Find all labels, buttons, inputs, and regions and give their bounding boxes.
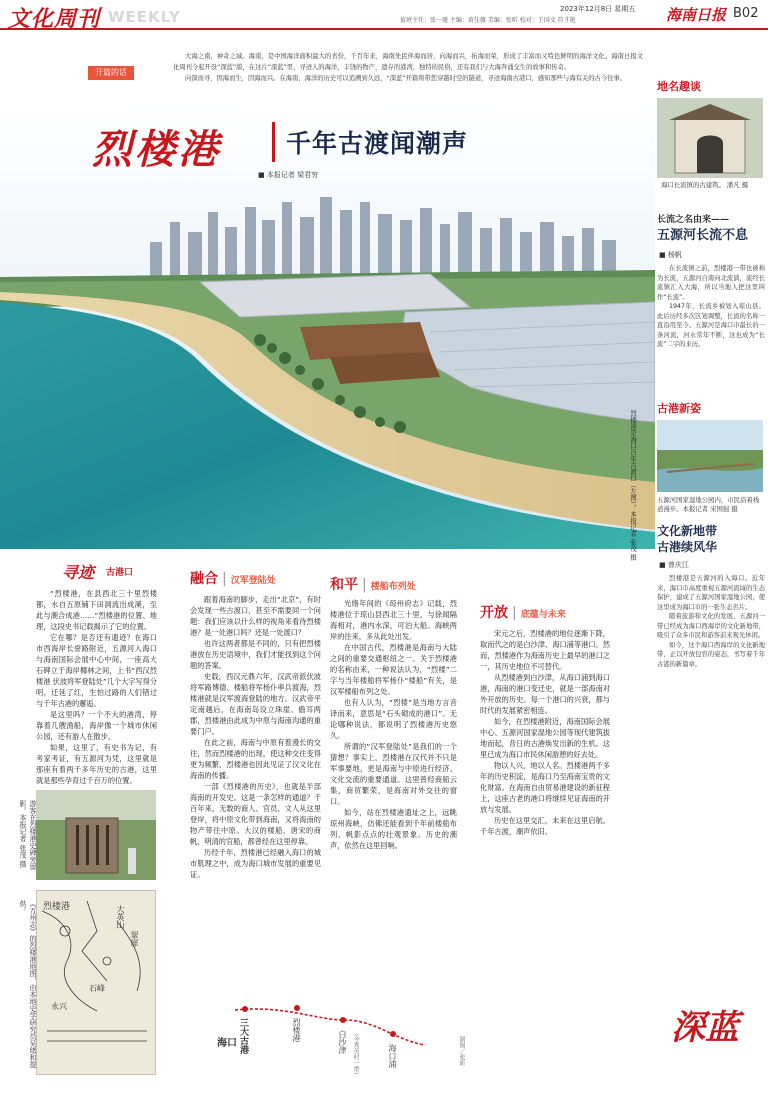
paragraph: 宋元之后，烈楼港的地位逐渐下降，取而代之的是白沙津、海口浦等港口。然而，烈楼港作为海南历史上最早的港口之一，其历史地位不可替代。	[480, 629, 610, 671]
headline-main: 烈楼港	[92, 126, 221, 173]
sidebar-photo-caption: 海口长流镇的古建筑。 潘凡 摄	[661, 181, 749, 189]
paragraph: 从烈楼港到白沙津，从海口浦到海口港，海南的港口变迁史，就是一部海南对外开放的历史。每一个港口的兴衰，都与时代的发展紧密相连。	[480, 673, 610, 715]
sidebar-title-2a: 文化新地带	[657, 524, 718, 538]
route-title: 三大古港	[238, 1018, 248, 1054]
route-city: 海口	[217, 1038, 237, 1049]
sidebar	[655, 60, 768, 1097]
map-label: 烈楼港	[43, 902, 71, 912]
photo-caption: 游客在烈楼港史碑旁留影。本报记者 张茂 摄	[19, 800, 37, 870]
ronghe-sub: 汉军登陆处	[230, 576, 276, 586]
left-column-text	[36, 588, 157, 786]
route-stop: 海口浦	[388, 1044, 397, 1068]
paragraph: 它在哪？是否还有遗迹？在海口市西海岸长誉路附近，五源河入海口与海南国际会展中心中间，一座高大石碑立于海岸椰林之间，上书“西汉烈楼港 伏波将军登陆处”几个大字写得分明，迁延了红，生怕过路的人们错过与千年古港的邂逅。	[36, 633, 158, 708]
paragraph: 如今，这个海口西海岸的文化新地带，正以开放包容的姿态，书写着千年古港的新篇章。	[657, 641, 765, 668]
page-number: B02	[733, 6, 759, 21]
left-section-sub: 古港口	[106, 568, 134, 578]
sidebar-author: ■ 曾庆江	[659, 561, 689, 569]
headline-sub: 千年古渡闻潮声	[286, 129, 469, 158]
sidebar-text	[657, 264, 765, 350]
sidebar-tag-new-look: 古港新姿	[657, 402, 701, 415]
issue-date: 2023年12月8日 星期五	[560, 5, 636, 13]
map-label: 永兴	[51, 1002, 67, 1011]
hero-caption: 烈楼港是海口百年古渡口（左图）。本报记者 张茂 摄	[629, 410, 637, 561]
left-section-label: 寻迹	[62, 563, 95, 582]
sidebar-photo-caption: 五源河国家湿地公园内，市民沿着栈道漫步。本报记者 宋国强 摄	[657, 496, 760, 513]
paper-name: 海南日报	[666, 6, 727, 24]
paragraph: 也有人认为，“烈楼”是当地方言音译而来，意思是“石头砌成的港口”。无论哪种说法，都说明了烈楼港历史悠久。	[330, 698, 457, 740]
paragraph: 如今，站在烈楼港遗址之上，远眺琼州海峡，仿佛还能看到千年前楼船布列、帆影点点的壮观景象。历史的潮声，依然在这里回响。	[330, 808, 457, 850]
staff-line: 值班主任：张一驰 主编：黄佳薇 美编：张昕 校对：王国文 符才艳	[400, 17, 576, 24]
sidebar-title-big: 五源河长流不息	[657, 228, 749, 243]
byline: ■ 本报记者 梁君穷	[258, 171, 319, 179]
ronghe-heading: 融合 | 汉军登陆处	[190, 571, 276, 587]
paragraph: 一部《烈楼港的历史》，也就是半部海南的开发史。这是一条怎样的通道？千百年来，无数的商人、官员、文人从这里登岸，将中原文化带到海南，又将海南的物产带往中原。大汉的楼船、唐宋的商帆、明清的官船，都曾经在这里停靠。	[190, 782, 321, 846]
sidebar-author: ■ 杨帆	[659, 251, 682, 259]
old-building-photo	[657, 98, 763, 178]
paragraph: 跟着海南的脚步，走出“北京”，有时会发现一些古渡口，甚至不需要同一个问题：我们应该以什么样的视角来看待烈楼港？是一处港口吗？还是一处渡口？	[190, 595, 321, 637]
ronghe-head: 融合	[190, 571, 218, 587]
deco-calligraphy: 深蓝	[671, 1008, 739, 1048]
paragraph: 也许这两者都是不同的，只有把烈楼港放在历史语境中，我们才能找到这个问题的答案。	[190, 639, 321, 670]
paragraph: 在此之前，海南与中原有着漫长的交往，然而烈楼港的出现，使这种交往变得更为频繁，烈楼港也因此见证了汉文化在海南的传播。	[190, 738, 321, 780]
kaifang-head: 开放	[480, 605, 508, 621]
route-note: （今秀英村一带）	[352, 1030, 359, 1078]
intro-paragraph: 大海之南，神奇之域。海南，是中国海洋面积最大的省份，千百年来，海南先民伴海而居，向海而兴，拓海而荣，形成了丰富而又特色鲜明的海洋文化。海南日报文化周刊今起开设“深蓝”版，在这片“深蓝”里，寻迹人的海洋，丰饶的物产，遗存的港湾，独特的民俗，还有我们与大海奔涌交生的故事和传奇。	[173, 53, 643, 71]
old-map	[36, 890, 156, 1075]
paragraph: 历经千年，烈楼港已经融入海口的城市肌理之中，成为海口城市发展的重要见证。	[190, 848, 321, 879]
section-weekly: WEEKLY	[108, 8, 181, 26]
paragraph: 是这里吗？一个不大的港湾，停靠着几艘渔船，海岸像一个城市休闲公园，还有游人在散步。	[36, 710, 157, 741]
heping-column-text	[330, 598, 457, 851]
ronghe-column-text	[190, 594, 321, 880]
paragraph: 随着旅游和文化的发展，五源河一带已经成为海口西海岸的文化新地带，吸引了众多市民和游客前来观光休闲。	[657, 613, 765, 639]
route-stop: 烈楼港	[292, 1018, 301, 1042]
paragraph: 在长流镇之前，烈楼港一带也被称为长流，五源河自南向北流淌，流经长流镇汇入大海，所以当地人把这里叫作“长流”。	[657, 265, 765, 301]
paragraph: 如果，这里了，有史书为记，有考家考证，有五源河为凭，这里就是那座有着两千多年历史的古港，这里就是那些孕育过千百万的位置。	[36, 743, 157, 785]
heping-heading: 和平 | 楼船布列处	[330, 577, 416, 593]
map-label: 大英山	[116, 905, 125, 929]
kaifang-heading: 开放 | 底蕴与未来	[480, 605, 566, 621]
paragraph: 1947年，长流乡被划入琼山县。此后历经多次区划调整，长流的名称一直沿用至今。五源河是海口市最长的一条河流，河水常年不断，这也成为“长流”二字的来历。	[657, 303, 765, 348]
paragraph: 如今，在烈楼港附近，海南国际会展中心、五源河国家湿地公园等现代建筑拔地而起，昔日的古港焕发出新的生机。这里已成为海口市民休闲游憩的好去处。	[480, 717, 610, 759]
map-caption: 《万州志》的烈楼港地图，由本地史学研究员吴绪和提供。	[19, 900, 37, 1068]
intro-tag: 开篇的话	[88, 66, 134, 80]
paragraph: 物以人兴，地以人名。烈楼港两千多年的历史积淀，是海口乃至海南宝贵的文化财富。在海南自由贸易港建设的新征程上，这座古老的港口将继续见证海南的开放与发展。	[480, 761, 610, 814]
route-stop: 白沙津	[338, 1030, 347, 1054]
paragraph: 在中国古代，烈楼港是海南与大陆之间的重要交通枢纽之一。关于烈楼港的名称由来，一种说法认为，“烈楼”二字与当年楼船将军杨仆“楼船”有关，是汉军楼船布列之处。	[330, 643, 457, 696]
old-building-image	[657, 98, 763, 178]
monument-photo	[36, 790, 156, 880]
paragraph: 烈楼港是五源河的入海口。近年来，海口市高度重视五源河流域的生态保护，建成了五源河国家湿地公园，使这里成为海口市的一张生态名片。	[657, 575, 765, 611]
intro-paragraph: 向深而寻，因海而生，因海而兴。在海南，海洋的历史可以追溯到久远，“深蓝”开篇将带您穿越时空的隧道，寻迹海南古港口，感知那些与海有关的古今往事。	[185, 75, 627, 82]
route-credit: 制图／张昕	[458, 1036, 465, 1066]
heping-sub: 楼船布列处	[370, 582, 416, 592]
paragraph: “烈楼港，在县西北三十里烈楼都，水自五原铺下田洞流出成溪，至此与潮合成港……”烈楼港的位置、地理，这段史书记载揭示了它的位置。	[36, 589, 157, 631]
sidebar-text	[657, 574, 765, 669]
paragraph: 所谓的“汉军登陆处”是我们的一个猜想？事实上，烈楼港在汉代并不只是军事要地，更是海南与中原进行经济、文化交流的重要通道。这里曾经商船云集，商贸繁荣，是海南对外交往的窗口。	[330, 742, 457, 806]
heping-head: 和平	[330, 577, 358, 593]
map-label: 翠犀	[130, 931, 139, 947]
section-title: 文化周刊	[8, 6, 101, 32]
monument-image	[36, 790, 156, 880]
paragraph: 光绪年间的《琼州府志》记载，烈楼港位于琼山县西北三十里，与徐闻隔海相对，港内水深，可泊大船。海峡两岸的往来，多从此处出发。	[330, 599, 457, 641]
map-label: 石峰	[89, 984, 105, 993]
masthead	[0, 0, 768, 30]
intro-text	[173, 52, 643, 86]
kaifang-column-text	[480, 628, 610, 837]
kaifang-sub: 底蕴与未来	[520, 610, 566, 620]
wetland-image	[657, 420, 763, 492]
sidebar-title-small: 长流之名由来——	[657, 215, 730, 225]
sidebar-tag-place-names: 地名趣谈	[657, 80, 701, 93]
port-route-diagram	[217, 990, 470, 1080]
paragraph: 历史在这里交汇，未来在这里启航。千年古渡，潮声依旧。	[480, 816, 610, 836]
headline-divider	[272, 122, 275, 162]
sidebar-title-2b: 古港续风华	[657, 540, 718, 554]
paragraph: 史载，西汉元鼎六年，汉武帝派伏波将军路博德、楼船将军杨仆率兵渡海，烈楼港就是汉军渡海登陆的地方。汉武帝平定南越后，在海南岛设立珠崖、儋耳两郡，烈楼港由此成为中原与海南沟通的重要门户。	[190, 672, 321, 736]
wetland-photo	[657, 420, 763, 492]
